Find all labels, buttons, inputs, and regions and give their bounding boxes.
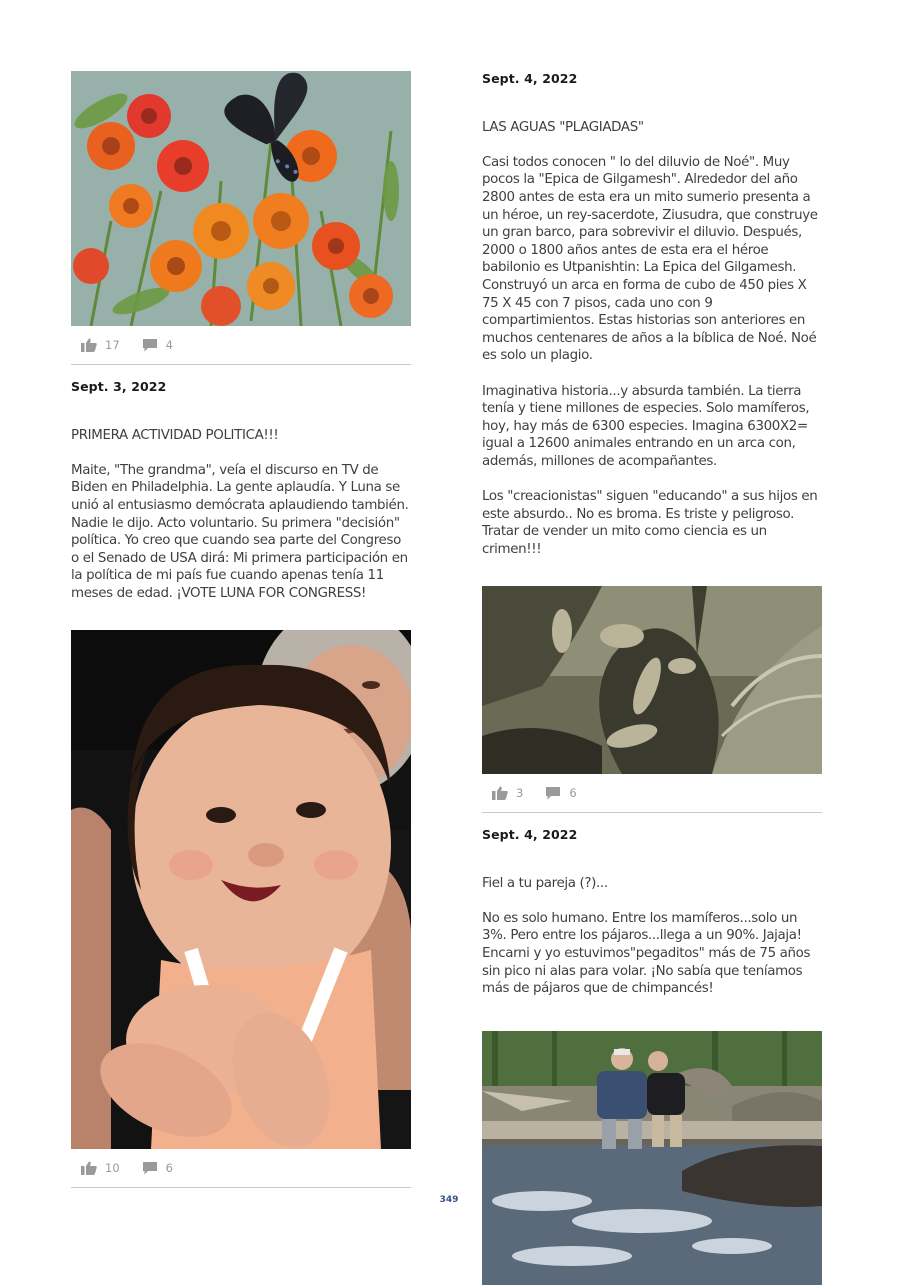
post-text (71, 409, 411, 620)
flood-engraving-image (482, 586, 822, 774)
comments-count: 6 (569, 786, 577, 801)
page-number: 349 (439, 1195, 459, 1205)
comments-count: 4 (165, 338, 173, 352)
thumbs-up-icon[interactable] (81, 338, 97, 352)
post-title: Fiel a tu pareja (?)... (482, 875, 608, 891)
thumbs-up-icon[interactable] (81, 1161, 97, 1175)
post-stats (71, 1149, 411, 1188)
post-date: Sept. 3, 2022 (71, 379, 167, 394)
butterfly-flowers-photo[interactable] (71, 71, 411, 326)
comment-icon[interactable] (545, 786, 561, 800)
post-text (482, 101, 822, 576)
post-stats (71, 326, 411, 365)
baby-grandma-image (71, 630, 411, 1149)
post-title: PRIMERA ACTIVIDAD POLITICA!!! (71, 427, 279, 443)
post-stats (482, 774, 822, 813)
post-paragraph: No es solo humano. Entre los mamíferos...solo un 3%. Pero entre los pájaros...llega a un 90%. Jajaja! Encarni y yo estuvimos"pegaditos" más de 75 años sin pico ni alas para volar. ¡No sabía que teníamos más de pájaros que de chimpancés! (482, 910, 811, 997)
post-paragraph: Imaginativa historia...y absurda también. La tierra tenía y tiene millones de especies. Solo mamíferos, hoy, hay más de 6300 especies. Imagina 6300X2= igual a 12600 animales entrando en un arca con, además, millones de acompañantes. (482, 383, 810, 469)
baby-grandma-photo[interactable] (71, 630, 411, 1149)
left-column (71, 71, 411, 1202)
couple-river-photo[interactable] (482, 1031, 822, 1285)
likes-count: 10 (105, 1161, 120, 1176)
comments-count: 6 (165, 1161, 173, 1176)
likes-count: 3 (516, 786, 524, 801)
post-title: LAS AGUAS "PLAGIADAS" (482, 119, 644, 135)
post-paragraph: Casi todos conocen " lo del diluvio de Noé". Muy pocos la "Epica de Gilgamesh". Alrededor del año 2800 antes de esta era un mito sumerio presenta a un héroe, un rey-sacerdote, Ziusudra, que construye un gran barco, para sobrevivir el diluvio. Después, 2000 o 1800 años antes de esta era el héroe babilonio es Utpanishtin: La Epica del Gilgamesh. Construyó un arca en forma de cubo de 450 pies X 75 X 45 con 7 pisos, cada uno con 9 compartimientos. Estas historias son anteriores en muchos centenares de años a la bíblica de Noé. Noé es solo un plagio. (482, 154, 818, 364)
comment-icon[interactable] (142, 1161, 158, 1175)
likes-count: 17 (105, 338, 120, 352)
post-paragraph: Maite, "The grandma", veía el discurso en TV de Biden en Philadelphia. La gente aplaudía. Y Luna se unió al entusiasmo demócrata aplaudiendo también. Nadie le dijo. Acto voluntario. Su primera "decisión" política. Yo creo que cuando sea parte del Congreso o el Senado de USA dirá: Mi primera participación en la política de mi país fue cuando apenas tenía 11 meses de edad. ¡VOTE LUNA FOR CONGRESS! (71, 462, 409, 601)
post-paragraph: Los "creacionistas" siguen "educando" a sus hijos en este absurdo.. No es broma. Es triste y peligroso. Tratar de vender un mito como ciencia es un crimen!!! (482, 489, 818, 557)
couple-river-image (482, 1031, 822, 1285)
post-date: Sept. 4, 2022 (482, 71, 578, 86)
post-text (482, 857, 822, 1015)
flood-engraving-photo[interactable] (482, 586, 822, 774)
comment-icon[interactable] (142, 338, 158, 352)
butterfly-flowers-image (71, 71, 411, 326)
thumbs-up-icon[interactable] (492, 786, 508, 800)
right-column (482, 71, 822, 1285)
post-date: Sept. 4, 2022 (482, 827, 578, 843)
